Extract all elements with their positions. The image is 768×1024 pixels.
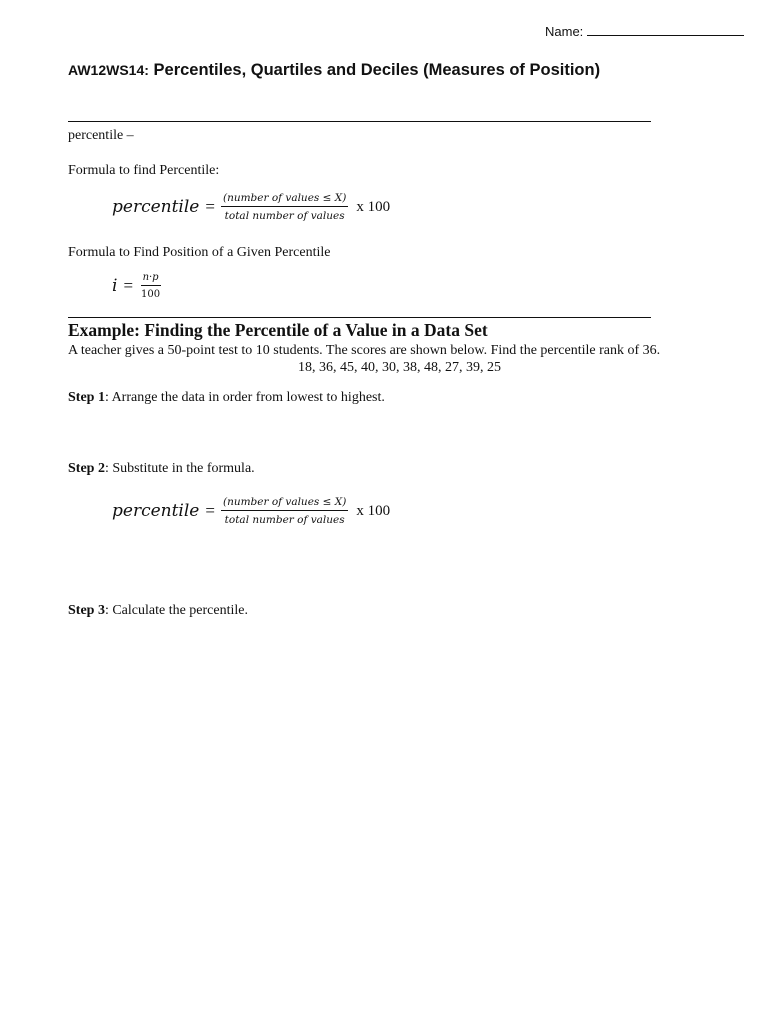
step2-lhs: percentile	[112, 501, 200, 521]
worksheet-code: AW12WS14:	[68, 62, 149, 78]
formula-percentile	[112, 192, 390, 222]
formula-position	[112, 272, 162, 300]
formula-numerator: (number of values ≤ X)	[221, 192, 348, 207]
name-label: Name:	[545, 24, 584, 39]
example-heading: Example: Finding the Percentile of a Value in a Data Set	[68, 320, 488, 340]
definition-term: percentile –	[68, 128, 134, 143]
step-2	[68, 461, 255, 477]
step-1-text: : Arrange the data in order from lowest to highest.	[104, 390, 385, 405]
position-equals: =	[123, 276, 134, 295]
position-fraction	[139, 272, 162, 300]
formula-percentile-caption: Formula to find Percentile:	[68, 163, 220, 178]
name-blank-line[interactable]	[587, 23, 744, 36]
formula-equals: =	[205, 197, 215, 216]
example-problem: A teacher gives a 50-point test to 10 students. The scores are shown below. Find the percentile rank of 36.	[68, 343, 661, 358]
step2-fraction	[221, 496, 348, 526]
divider-top	[68, 121, 651, 122]
step2-multiplier: x 100	[356, 502, 391, 519]
step-2-text: : Substitute in the formula.	[104, 461, 255, 476]
formula-denominator: total number of values	[224, 210, 345, 222]
formula-lhs: percentile	[112, 197, 200, 217]
step-3-text: : Calculate the percentile.	[104, 603, 248, 618]
formula-multiplier: x 100	[356, 198, 391, 215]
position-denominator: 100	[141, 289, 161, 300]
position-numerator: n·p	[141, 272, 161, 286]
page-title	[68, 61, 600, 80]
formula-step2	[112, 496, 390, 526]
step-1-label: Step 1	[68, 390, 105, 405]
example-data: 18, 36, 45, 40, 30, 38, 48, 27, 39, 25	[298, 360, 501, 375]
formula-position-caption: Formula to Find Position of a Given Percentile	[68, 245, 331, 260]
step2-denominator: total number of values	[224, 514, 345, 526]
step2-equals: =	[205, 501, 215, 520]
step-1	[68, 390, 385, 406]
step-3	[68, 603, 248, 619]
step-3-label: Step 3	[68, 603, 105, 618]
formula-fraction	[221, 192, 348, 222]
title-text: Percentiles, Quartiles and Deciles (Measures of Position)	[153, 61, 601, 79]
step2-numerator: (number of values ≤ X)	[221, 496, 348, 511]
position-lhs: i	[112, 276, 118, 296]
step-2-label: Step 2	[68, 461, 105, 476]
divider-middle	[68, 317, 651, 318]
name-field[interactable]	[545, 23, 744, 39]
